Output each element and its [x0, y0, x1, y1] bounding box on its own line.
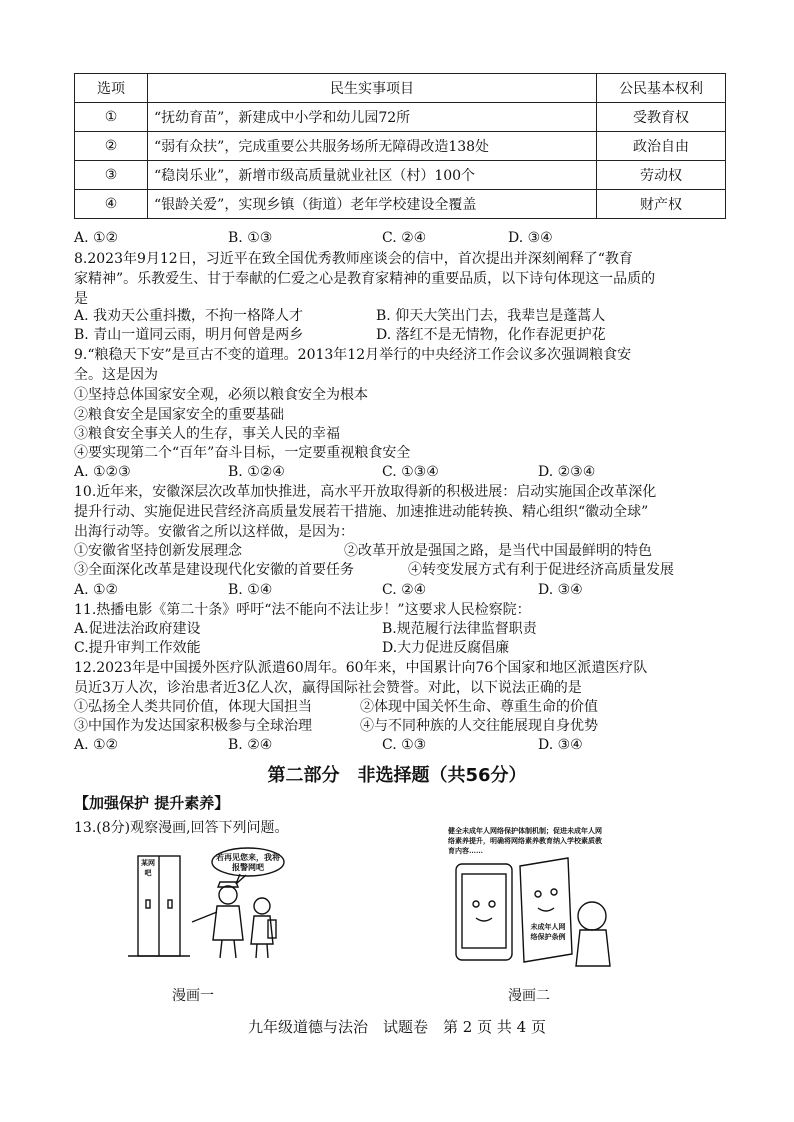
- q10-statement: ①安徽省坚持创新发展理念: [74, 543, 242, 559]
- section-heading: 【加强保护 提升素养】: [74, 794, 230, 812]
- q7-option-c: C. ②④: [382, 230, 427, 246]
- table-cell: 财产权: [597, 190, 726, 219]
- table-cell: ③: [75, 161, 148, 190]
- comic-two-caption: 漫画二: [508, 988, 550, 1004]
- q12-stem-line: 12.2023年是中国援外医疗队派遣60周年。60年来，中国累计向76个国家和地区派遣医疗队: [74, 660, 648, 676]
- q7-option-a: A. ①②: [74, 230, 119, 246]
- part2-title: 第二部分 非选择题（共56分）: [267, 765, 527, 786]
- q9-option-c: C. ①③④: [382, 464, 439, 480]
- q7-option-b: B. ①③: [228, 230, 273, 246]
- q10-option-c: C. ②④: [382, 582, 427, 598]
- q12-statement: ④与不同种族的人交往能展现自身优势: [360, 718, 598, 734]
- table-cell: ④: [75, 190, 148, 219]
- q8-stem-line: 8.2023年9月12日，习近平在致全国优秀教师座谈会的信中，首次提出并深刻阐释了“教育: [74, 251, 633, 267]
- table-cell: ②: [75, 132, 148, 161]
- table-cell: “稳岗乐业”，新增市级高质量就业社区（村）100个: [148, 161, 597, 190]
- table-row: [75, 132, 726, 161]
- q8-option-b: B. 仰天大笑出门去，我辈岂是蓬蒿人: [376, 308, 606, 324]
- q11-stem: 11.热播电影《第二十条》呼吁“法不能向不法让步！”这要求人民检察院：: [74, 602, 531, 618]
- rights-table: [74, 73, 726, 219]
- q9-statement: ③粮食安全事关人的生存，事关人民的幸福: [74, 426, 340, 442]
- q11-option-c: C.提升审判工作效能: [74, 640, 201, 656]
- table-header-cell: 选项: [75, 74, 148, 103]
- q9-statement: ①坚持总体国家安全观，必须以粮食安全为根本: [74, 387, 368, 403]
- q7-option-d: D. ③④: [508, 230, 553, 246]
- q12-statement: ②体现中国关怀生命、尊重生命的价值: [360, 699, 598, 715]
- comic-two-bubble: 健全未成年人网络保护体制机制；促进未成年人网络素养提升，明确将网络素养教育纳入学校素质教育内容……: [448, 826, 602, 855]
- table-cell: “弱有众扶”，完成重要公共服务场所无障碍改造138处: [148, 132, 597, 161]
- table-row: [75, 161, 726, 190]
- table-cell: “银龄关爱”，实现乡镇（街道）老年学校建设全覆盖: [148, 190, 597, 219]
- q9-statement: ②粮食安全是国家安全的重要基础: [74, 407, 284, 423]
- q9-stem-line: 9.“粮稳天下安”是亘古不变的道理。2013年12月举行的中央经济工作会议多次强调粮食安: [74, 347, 632, 363]
- q13-stem: 13.(8分)观察漫画,回答下列问题。: [74, 820, 289, 836]
- page-footer: 九年级道德与法治 试题卷 第 2 页 共 4 页: [248, 1018, 546, 1036]
- q11-option-a: A.促进法治政府建设: [74, 621, 201, 637]
- q12-statement: ①弘扬全人类共同价值，体现大国担当: [74, 699, 312, 715]
- q10-option-d: D. ③④: [538, 582, 583, 598]
- q8-stem-line: 家精神”。乐教爱生、甘于奉献的仁爱之心是教育家精神的重要品质，以下诗句体现这一品质的: [74, 271, 656, 287]
- q11-option-d: D.大力促进反腐倡廉: [382, 640, 510, 656]
- q12-option-d: D. ③④: [538, 737, 583, 753]
- q9-stem-line: 全。这是因为: [74, 367, 158, 383]
- q12-stem-line: 员近3万人次，诊治患者近3亿人次，赢得国际社会赞誉。对此，以下说法正确的是: [74, 680, 582, 696]
- q8-option-a: A. 我劝天公重抖擞，不拘一格降人才: [74, 308, 304, 324]
- table-header-cell: 民生实事项目: [148, 74, 597, 103]
- q12-statement: ③中国作为发达国家积极参与全球治理: [74, 718, 312, 734]
- table-cell: 受教育权: [597, 103, 726, 132]
- q12-option-c: C. ①③: [382, 737, 427, 753]
- table-header-row: [75, 74, 726, 103]
- comic-one: [120, 840, 320, 970]
- table-row: [75, 103, 726, 132]
- q9-option-a: A. ①②③: [74, 464, 131, 480]
- table-row: [75, 190, 726, 219]
- q10-statement: ④转变发展方式有利于促进经济高质量发展: [408, 562, 674, 578]
- q8-option-c: B. 青山一道同云雨，明月何曾是两乡: [74, 327, 304, 343]
- q8-option-d: D. 落红不是无情物，化作春泥更护花: [376, 327, 606, 343]
- q10-option-a: A. ①②: [74, 582, 119, 598]
- table-cell: ①: [75, 103, 148, 132]
- q9-statement: ④要实现第二个“百年”奋斗目标，一定要重视粮食安全: [74, 445, 411, 461]
- q11-option-b: B.规范履行法律监督职责: [382, 621, 537, 637]
- comic-one-sign: 某网吧: [141, 858, 155, 877]
- table-cell: 政治自由: [597, 132, 726, 161]
- q10-stem-line: 10.近年来，安徽深层次改革加快推进，高水平开放取得新的积极进展：启动实施国企改革深化: [74, 484, 657, 500]
- q9-option-d: D. ②③④: [538, 464, 596, 480]
- comic-one-bubble: 若再见您来，我将报警网吧: [216, 852, 280, 872]
- table-cell: “抚幼育苗”，新建成中小学和幼儿园72所: [148, 103, 597, 132]
- q12-option-b: B. ②④: [228, 737, 273, 753]
- q12-option-a: A. ①②: [74, 737, 119, 753]
- q10-stem-line: 提升行动、实施促进民营经济高质量发展若干措施、加速推进动能转换、精心组织“徽动全球”: [74, 504, 649, 520]
- q9-option-b: B. ①②④: [228, 464, 285, 480]
- q8-stem-line: 是: [74, 291, 88, 307]
- q10-statement: ③全面深化改革是建设现代化安徽的首要任务: [74, 562, 354, 578]
- comic-two: [440, 826, 640, 976]
- table-header-cell: 公民基本权利: [597, 74, 726, 103]
- table-cell: 劳动权: [597, 161, 726, 190]
- q10-stem-line: 出海行动等。安徽省之所以这样做，是因为：: [74, 524, 354, 540]
- q10-option-b: B. ①④: [228, 582, 273, 598]
- comic-one-caption: 漫画一: [172, 988, 214, 1004]
- comic-two-book-title: 未成年人网络保护条例: [530, 922, 566, 941]
- q10-statement: ②改革开放是强国之路，是当代中国最鲜明的特色: [344, 543, 652, 559]
